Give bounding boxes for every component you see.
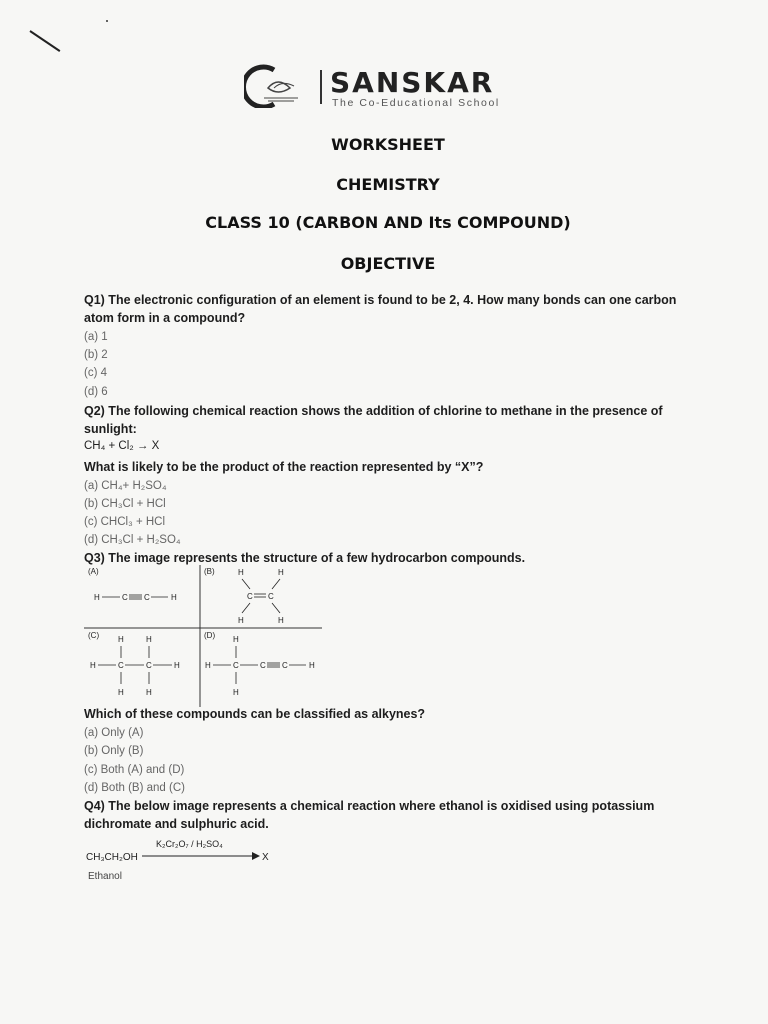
question-3: Q3) The image represents the structure of a few hydrocarbon compounds. <box>84 551 526 565</box>
svg-text:H: H <box>171 593 177 602</box>
school-logo <box>244 64 544 112</box>
structure-c-ethane <box>90 635 180 697</box>
q2-followup: What is likely to be the product of the reaction represented by “X”? <box>84 460 484 474</box>
svg-text:H: H <box>233 635 239 644</box>
q1-option-d: (d) 6 <box>84 386 108 398</box>
svg-text:H: H <box>174 661 180 670</box>
question-2: Q2) The following chemical reaction shows the addition of chlorine to methane in the presence of sunlight: <box>84 404 663 436</box>
svg-text:H: H <box>233 688 239 697</box>
structure-label-c: (C) <box>88 631 100 640</box>
reagent-label: K₂Cr₂O₇ / H₂SO₄ <box>156 839 223 849</box>
q1-option-b: (b) 2 <box>84 349 108 361</box>
question-4: Q4) The below image represents a chemical reaction where ethanol is oxidised using potassium dichromate and sulphuric acid. <box>84 799 655 831</box>
q2-option-d: (d) CH₃Cl + H₂SO₄ <box>84 534 181 546</box>
structure-d-propyne <box>205 635 315 697</box>
q3-option-c: (c) Both (A) and (D) <box>84 764 185 776</box>
structure-label-b: (B) <box>204 567 215 576</box>
svg-text:H: H <box>146 688 152 697</box>
structure-a-ethyne <box>94 593 177 602</box>
oxidation-reaction <box>84 836 304 868</box>
svg-text:H: H <box>118 688 124 697</box>
svg-text:C: C <box>118 661 124 670</box>
q2-option-c: (c) CHCl₃ + HCl <box>84 516 166 528</box>
page-dot <box>106 20 108 22</box>
q3-option-a: (a) Only (A) <box>84 727 144 739</box>
svg-text:C: C <box>233 661 239 670</box>
svg-text:C: C <box>260 661 266 670</box>
q2-option-a: (a) CH₄+ H₂SO₄ <box>84 480 167 492</box>
school-name: SANSKAR <box>330 66 495 99</box>
svg-text:C: C <box>146 661 152 670</box>
school-tagline: The Co-Educational School <box>332 97 500 109</box>
svg-text:H: H <box>205 661 211 670</box>
svg-text:H: H <box>238 568 244 577</box>
svg-text:H: H <box>146 635 152 644</box>
svg-text:H: H <box>118 635 124 644</box>
svg-text:C: C <box>122 593 128 602</box>
svg-text:H: H <box>90 661 96 670</box>
q2-equation: CH₄ + Cl₂ → X <box>84 440 160 452</box>
product-label: X <box>262 852 269 863</box>
svg-text:H: H <box>278 616 284 625</box>
svg-text:H: H <box>94 593 100 602</box>
svg-text:C: C <box>282 661 288 670</box>
svg-text:H: H <box>238 616 244 625</box>
reactant-name: Ethanol <box>88 871 122 882</box>
svg-text:H: H <box>309 661 315 670</box>
svg-text:C: C <box>268 592 274 601</box>
svg-text:C: C <box>144 593 150 602</box>
q3-followup: Which of these compounds can be classified as alkynes? <box>84 707 426 721</box>
q1-option-a: (a) 1 <box>84 331 108 343</box>
class-title: CLASS 10 (CARBON AND Its COMPOUND) <box>205 213 571 232</box>
svg-text:C: C <box>247 592 253 601</box>
logo-divider <box>320 70 322 104</box>
section-title: OBJECTIVE <box>340 254 436 273</box>
svg-text:H: H <box>278 568 284 577</box>
q2-option-b: (b) CH₃Cl + HCl <box>84 498 166 510</box>
arrow-head-icon <box>252 852 260 860</box>
lotus-emblem-icon <box>244 64 314 108</box>
q3-option-b: (b) Only (B) <box>84 745 144 757</box>
structure-label-a: (A) <box>88 567 99 576</box>
reactant-formula: CH₃CH₂OH <box>86 852 138 863</box>
structure-b-ethene <box>238 568 284 625</box>
worksheet-title: WORKSHEET <box>331 135 445 154</box>
structure-label-d: (D) <box>204 631 216 640</box>
hydrocarbon-structures <box>84 565 324 707</box>
question-1: Q1) The electronic configuration of an element is found to be 2, 4. How many bonds can one carbon atom form in a compound? <box>84 293 677 325</box>
subject-title: CHEMISTRY <box>336 175 440 194</box>
q3-option-d: (d) Both (B) and (C) <box>84 782 185 794</box>
pen-mark <box>29 30 60 52</box>
q1-option-c: (c) 4 <box>84 367 107 379</box>
